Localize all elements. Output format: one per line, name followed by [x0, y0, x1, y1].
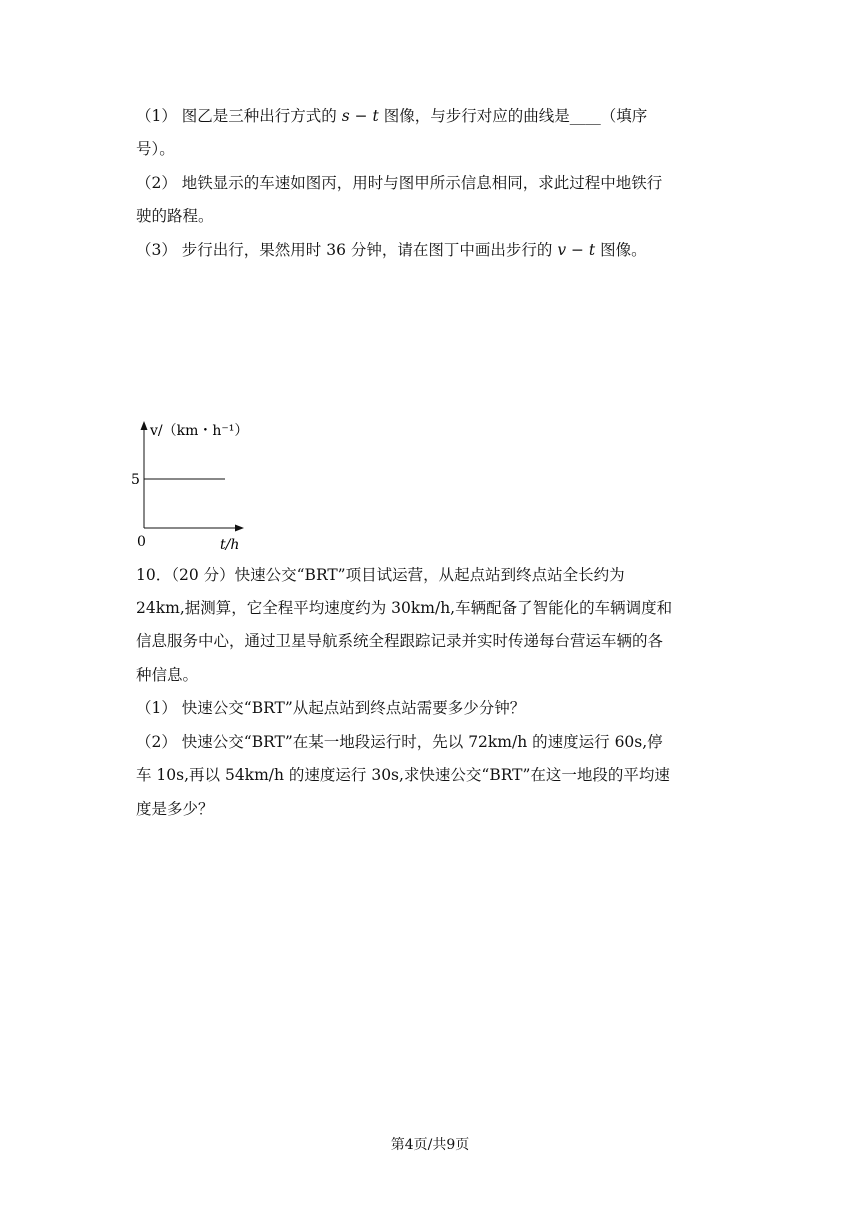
q10-part2-line1: （2） 快速公交“BRT”在某一地段运行时，先以 72km/h 的速度运行 60s,停 [136, 733, 663, 751]
velocity-time-graph [120, 418, 260, 558]
q10-line1: 10．（20 分）快速公交“BRT”项目试运营，从起点站到终点站全长约为 [136, 566, 625, 584]
q9-part2-line1: （2） 地铁显示的车速如图丙，用时与图甲所示信息相同，求此过程中地铁行 [136, 174, 663, 192]
page-footer: 第4页/共9页 [390, 1137, 470, 1153]
origin-label: 0 [137, 534, 146, 550]
y-axis-arrow [141, 421, 148, 430]
q9-part3-text-b: 图像。 [600, 241, 647, 259]
q10-line3: 信息服务中心，通过卫星导航系统全程跟踪记录并实时传递每台营运车辆的各 [136, 632, 664, 650]
q9-part1-math: s − t [341, 107, 379, 125]
q10-line4: 种信息。 [136, 666, 199, 684]
q9-part1-text-b: 图像，与步行对应的曲线是____（填序 [383, 107, 648, 125]
y-tick-label: 5 [131, 472, 140, 488]
q9-part2-line2: 驶的路程。 [136, 207, 214, 225]
q9-part3-line [136, 240, 647, 260]
q10-part2-line2: 车 10s,再以 54km/h 的速度运行 30s,求快速公交“BRT”在这一地段的平均速 [136, 766, 670, 784]
q10-line2: 24km,据测算，它全程平均速度约为 30km/h,车辆配备了智能化的车辆调度和 [136, 599, 673, 617]
q10-part2-line3: 度是多少？ [136, 800, 214, 818]
q9-part1-text-a: （1） 图乙是三种出行方式的 [136, 107, 337, 125]
q9-part3-math: v − t [557, 241, 596, 259]
q10-part1: （1） 快速公交“BRT”从起点站到终点站需要多少分钟？ [136, 699, 526, 717]
q9-part1-line1 [136, 106, 647, 126]
x-axis-label: t/h [220, 537, 240, 553]
q9-part3-text-a: （3） 步行出行，果然用时 36 分钟，请在图丁中画出步行的 [136, 241, 553, 259]
y-axis-label: v/（km・h⁻¹） [150, 423, 249, 439]
x-axis-arrow [235, 525, 244, 532]
q9-part1-line2: 号）。 [136, 140, 175, 158]
